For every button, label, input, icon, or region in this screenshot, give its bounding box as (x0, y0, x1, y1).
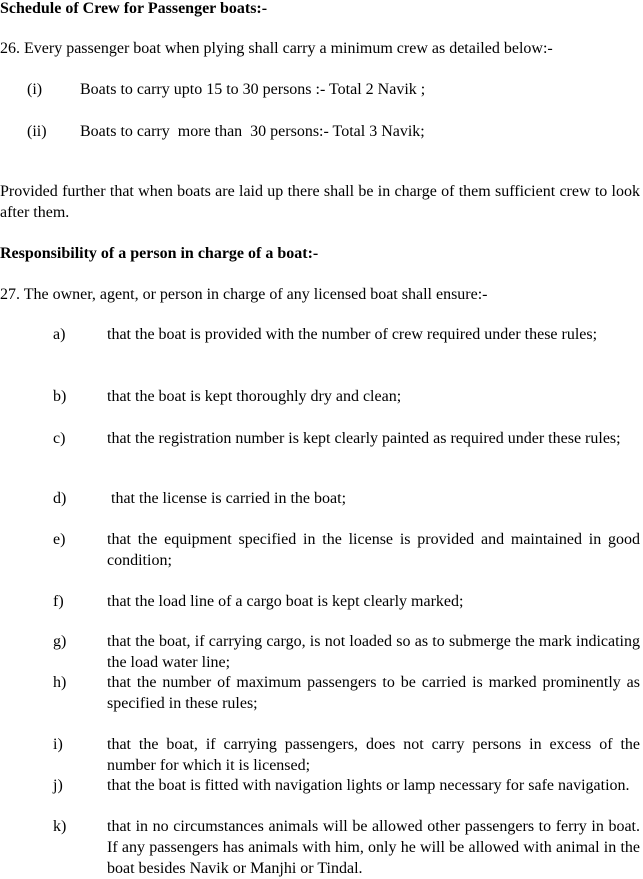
duty-letter: j) (53, 777, 63, 794)
duty-letter: a) (53, 326, 66, 343)
clause-26: 26. Every passenger boat when plying shall carry a minimum crew as detailed below:- (0, 40, 553, 57)
clause-27: 27. The owner, agent, or person in charge of any licensed boat shall ensure:- (0, 286, 488, 303)
duty-text: that the registration number is kept clearly painted as required under these rules; (107, 430, 621, 447)
duty-text: that the license is carried in the boat; (107, 490, 347, 507)
duty-letter: b) (53, 388, 67, 405)
duty-letter: c) (53, 430, 66, 447)
crew-item-number: (ii) (27, 123, 47, 140)
duty-text: that the boat, if carrying cargo, is not loaded so as to submerge the mark indicating the load water line; (107, 633, 640, 671)
section-heading-responsibility: Responsibility of a person in charge of a boat:- (0, 245, 319, 262)
section-heading-crew-schedule: Schedule of Crew for Passenger boats:- (0, 0, 268, 17)
duty-letter: f) (53, 593, 64, 610)
duty-text: that the boat is kept thoroughly dry and clean; (107, 388, 402, 405)
duty-letter: d) (53, 490, 67, 507)
crew-item-text: Boats to carry upto 15 to 30 persons :- Total 2 Navik ; (80, 81, 426, 98)
duty-text: that the boat is provided with the number of crew required under these rules; (107, 326, 598, 343)
crew-item-number: (i) (27, 81, 43, 98)
duty-letter: k) (53, 818, 67, 835)
duty-letter: g) (53, 633, 67, 650)
duty-letter: i) (53, 736, 63, 753)
duty-letter: h) (53, 674, 67, 691)
duty-text: that the boat, if carrying passengers, does not carry persons in excess of the number for which it is licensed; (107, 736, 640, 774)
proviso-paragraph: Provided further that when boats are laid up there shall be in charge of them sufficient crew to look after them. (0, 183, 640, 221)
duty-text: that the equipment specified in the license is provided and maintained in good condition; (107, 531, 640, 569)
duty-text: that the load line of a cargo boat is kept clearly marked; (107, 593, 464, 610)
duty-text: that the boat is fitted with navigation lights or lamp necessary for safe navigation. (107, 777, 630, 794)
duty-text: that in no circumstances animals will be allowed other passengers to ferry in boat. If any passengers has animals with him, only he will be allowed with animal in the boat besides Navik or Manjhi or Tindal. (107, 818, 640, 877)
crew-item-text: Boats to carry more than 30 persons:- Total 3 Navik; (80, 123, 425, 140)
duty-text: that the number of maximum passengers to be carried is marked prominently as specified in these rules; (107, 674, 640, 712)
duty-letter: e) (53, 531, 66, 548)
